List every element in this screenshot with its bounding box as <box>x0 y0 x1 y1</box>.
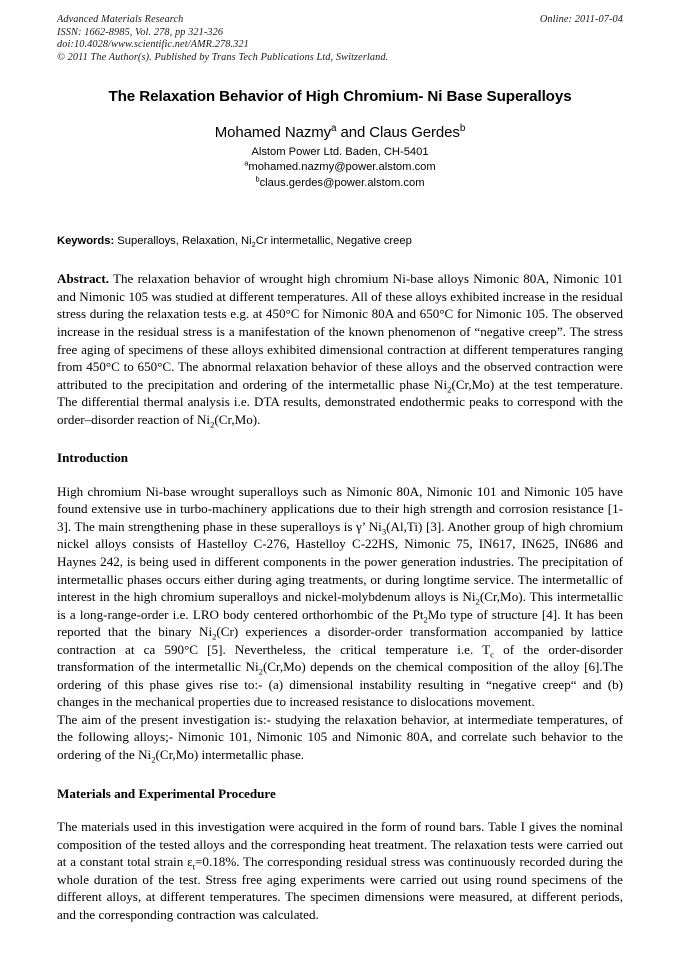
keywords-subscript: 2 <box>251 240 256 250</box>
intro-text-a: High chromium Ni-base wrought superalloys such as Nimonic 80A, Nimonic 101 and Nimonic 105 have found extensive use in turbo-machinery applications due to their high strength and corrosion resistance [1-3]. The main strengthening phase in these superalloys is γ’ Ni <box>57 483 623 534</box>
intro-sub-5: c <box>490 649 495 660</box>
author-line <box>57 123 623 143</box>
abstract-paragraph <box>57 270 623 428</box>
email-a-address: mohamed.nazmy@power.alstom.com <box>248 161 436 174</box>
page-content <box>57 14 623 923</box>
author-conjunction: and Claus Gerdes <box>336 124 460 142</box>
abstract-label: Abstract. <box>57 271 109 287</box>
email-author-a <box>57 160 623 176</box>
intro2-text-b: (Cr,Mo) intermetallic phase. <box>155 747 305 762</box>
page-title: The Relaxation Behavior of High Chromium- Ni Base Superalloys <box>108 88 572 106</box>
keywords-part1: Superalloys, Relaxation, Ni <box>114 235 252 248</box>
affiliation: Alstom Power Ltd. Baden, CH-5401 <box>251 146 429 159</box>
journal-doi: doi:10.4028/www.scientific.net/AMR.278.321 <box>57 39 249 51</box>
abstract-sub-2: 2 <box>210 419 215 430</box>
intro-sub-3: 2 <box>423 614 428 625</box>
email-a-marker: a <box>244 158 249 168</box>
keywords-label: Keywords: <box>57 235 115 248</box>
section-heading-materials: Materials and Experimental Procedure <box>57 785 276 801</box>
intro-sub-6: 2 <box>258 666 263 677</box>
abstract-text-2: (Cr,Mo) at the test temperature. The differential thermal analysis i.e. DTA results, demonstrated endothermic peaks to correspond with the order–disorder reaction of Ni <box>57 376 623 427</box>
intro-sub-2: 2 <box>475 596 480 607</box>
author-a-marker: a <box>331 123 337 135</box>
intro-text-d: Mo type of structure [4]. It has been reported that the binary Ni <box>57 606 624 640</box>
journal-copyright: © 2011 The Author(s). Published by Trans Tech Publications Ltd, Switzerland. <box>57 51 389 63</box>
intro2-sub-1: 2 <box>151 754 156 765</box>
online-date: Online: 2011-07-04 <box>539 14 623 25</box>
materials-text-b: =0.18%. The corresponding residual stress was continuously recorded during the whole duration of the test. Stress free aging experiments were carried out using round specimens of the different alloys, at different temperatures. The specimen dimensions were measured, at different periods, and the corresponding contraction was calculated. <box>57 854 623 922</box>
author-b-marker: b <box>459 123 466 135</box>
materials-paragraph-1 <box>57 818 623 923</box>
email-b-address: claus.gerdes@power.alstom.com <box>259 176 425 189</box>
intro-sub-4: 2 <box>212 631 217 642</box>
introduction-paragraph-1 <box>57 483 623 711</box>
author-first: Mohamed Nazmy <box>214 124 332 142</box>
intro-text-c: (Cr,Mo). This intermetallic is a long-range-order i.e. LRO body centered orthorhombic of the Pt <box>57 589 623 622</box>
intro-text-b: (Al,Ti) [3]. Another group of high chromium nickel alloys consists of Hastelloy C-276, Hastelloy C-22HS, Nimonic 75, IN617, IN625, IN686 and Haynes 242, is being used in different components in the power generation industries. The precipitation of intermetallic phases occurs either during aging treatments, or during longtime service. The intermetallic of interest in the high chromium superalloys and nickel-molybdenum alloys is Ni <box>57 518 623 605</box>
introduction-paragraph-2 <box>57 711 623 764</box>
materials-text-a: The materials used in this investigation were acquired in the form of round bars. Table I gives the nominal composition of the tested alloys and the corresponding heat treatment. The relaxation tests were carried out at a constant total strain ε <box>57 819 623 870</box>
section-heading-introduction: Introduction <box>57 450 129 466</box>
keywords-line <box>57 234 623 248</box>
journal-name: Advanced Materials Research <box>57 14 184 25</box>
intro-text-e: (Cr) experiences a disorder-order transformation accompanied by lattice contraction at ca 590°C [5]. Nevertheless, the critical temperature i.e. T <box>57 624 623 657</box>
email-b-marker: b <box>255 174 260 184</box>
intro-text-f: of the order-disorder transformation of the intermetallic Ni <box>57 641 624 675</box>
abstract-sub-1: 2 <box>447 384 452 395</box>
intro2-text-a: The aim of the present investigation is:- studying the relaxation behavior, at intermediate temperatures, of the following alloys;- Nimonic 101, Nimonic 105 and Nimonic 80A, and correlate such behavior to the ordering of the Ni <box>57 711 623 762</box>
journal-issn: ISSN: 1662-8985, Vol. 278, pp 321-326 <box>57 26 224 38</box>
journal-header <box>57 14 623 64</box>
keywords-part2: Cr intermetallic, Negative creep <box>255 235 412 248</box>
abstract-text-3: (Cr,Mo). <box>214 411 261 427</box>
materials-sub-1: t <box>192 861 196 872</box>
intro-sub-1: 3 <box>381 526 387 537</box>
email-author-b <box>57 176 623 192</box>
intro-text-g: (Cr,Mo) depends on the chemical composition of the alloy [6].The ordering of this phase gives rise to:- (a) dimensional instability resulting in “negative creep“ and (b) changes in the mechanical properties due to increased resistance to dislocations movement. <box>57 659 624 710</box>
abstract-text-1: The relaxation behavior of wrought high chromium Ni-base alloys Nimonic 80A, Nimonic 101 and Nimonic 105 was studied at different temperatures. All of these alloys exhibited increase in the residual stress during the relaxation tests e.g. at 450°C for Nimonic 80A and 650°C for Nimonic 105. The observed increase in the residual stress is a manifestation of the known phenomenon of “negative creep”. The stress free aging of specimens of these alloys exhibited dimensional contraction at different temperatures ranging from 450°C to 650°C. The abnormal relaxation behavior of these alloys and the observed contraction were attributed to the precipitation and ordering of the intermetallic phase Ni <box>57 271 623 392</box>
